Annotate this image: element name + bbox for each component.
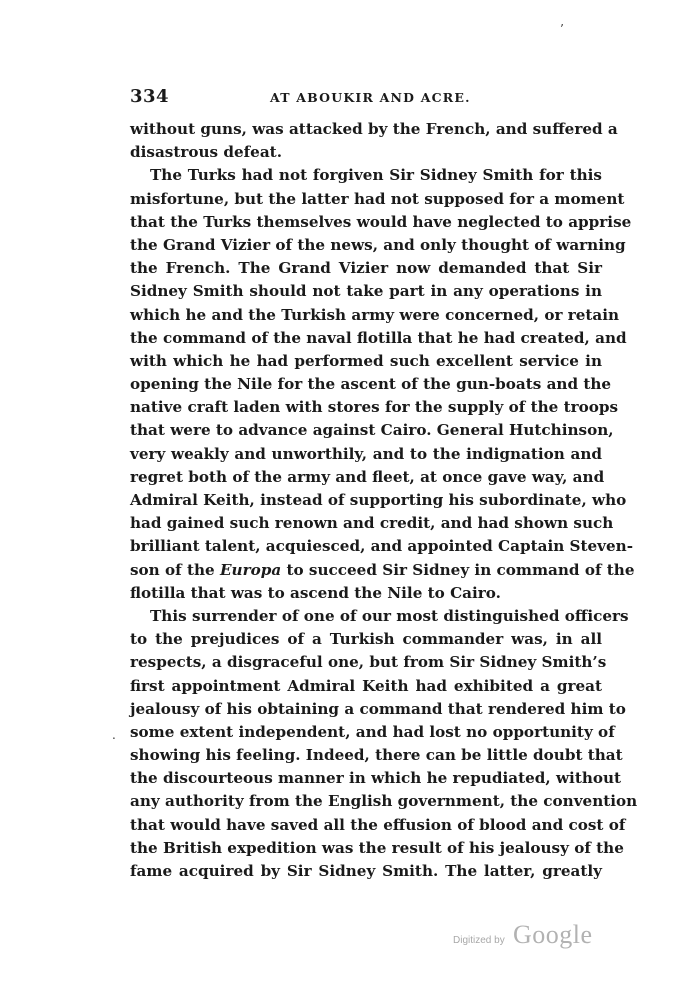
text-line: disastrous defeat. — [130, 143, 282, 162]
text-line: fame acquired by Sir Sidney Smith. The latter, greatly — [130, 862, 602, 880]
text-line: very weakly and unworthily, and to the indignation and — [130, 444, 602, 463]
text-line: without guns, was attacked by the French, and suffered a — [130, 120, 618, 138]
text-line: had gained such renown and credit, and had shown such — [130, 514, 614, 533]
text-line: son of the Europa to succeed Sir Sidney in command of the — [130, 560, 635, 579]
text-line: flotilla that was to ascend the Nile to Cairo. — [130, 583, 501, 602]
text-line: opening the Nile for the ascent of the gun-boats and the — [130, 375, 612, 394]
text-line: The Turks had not forgiven Sir Sidney Smith for this — [150, 166, 602, 185]
text-line: first appointment Admiral Keith had exhibited a great — [130, 676, 602, 695]
ship-name: Europa — [219, 560, 282, 579]
margin-mark-top: ’ — [560, 22, 564, 36]
watermark-prefix: Digitized by — [453, 935, 505, 946]
text-line: Sidney Smith should not take part in any operations in — [130, 282, 602, 301]
text-line: the Grand Vizier of the news, and only thought of warning — [130, 235, 626, 254]
text-line: native craft laden with stores for the supply of the troops — [130, 398, 619, 417]
text-line: that the Turks themselves would have neglected to apprise — [130, 212, 632, 231]
text-line: the discourteous manner in which he repudiated, without — [130, 769, 622, 788]
text-line: Admiral Keith, instead of supporting his subordinate, who — [130, 491, 627, 509]
text-line: to the prejudices of a Turkish commander was, in all — [130, 630, 602, 649]
digitized-watermark — [453, 920, 603, 956]
page-header — [130, 86, 600, 114]
text-line: jealousy of his obtaining a command that rendered him to — [130, 699, 626, 718]
text-line: any authority from the English government, the convention — [130, 792, 638, 811]
text-line: brilliant talent, acquiesced, and appointed Captain Steven- — [130, 537, 634, 556]
text-line: some extent independent, and had lost no opportunity of — [130, 722, 615, 741]
text-line: This surrender of one of our most distinguished officers — [150, 606, 629, 625]
text-line: showing his feeling. Indeed, there can be little doubt that — [130, 746, 623, 765]
text-line: the command of the naval flotilla that he had created, and — [130, 328, 627, 347]
text-line: the British expedition was the result of his jealousy of the — [130, 838, 624, 857]
margin-mark-left: . — [112, 728, 116, 742]
text-line: respects, a disgraceful one, but from Sir Sidney Smith’s — [130, 653, 607, 672]
body-text — [130, 118, 638, 883]
page-number: 334 — [130, 86, 170, 107]
google-logo: Google — [513, 920, 593, 949]
text-line: which he and the Turkish army were concerned, or retain — [130, 305, 620, 324]
text-line: that were to advance against Cairo. General Hutchinson, — [130, 421, 614, 440]
running-head: AT ABOUKIR AND ACRE. — [270, 90, 471, 105]
text-line: regret both of the army and fleet, at once gave way, and — [130, 467, 605, 486]
text-line: misfortune, but the latter had not supposed for a moment — [130, 189, 625, 208]
text-line: the French. The Grand Vizier now demanded that Sir — [130, 259, 602, 278]
text-line: that would have saved all the effusion of blood and cost of — [130, 815, 626, 834]
text-line: with which he had performed such excellent service in — [130, 351, 602, 370]
